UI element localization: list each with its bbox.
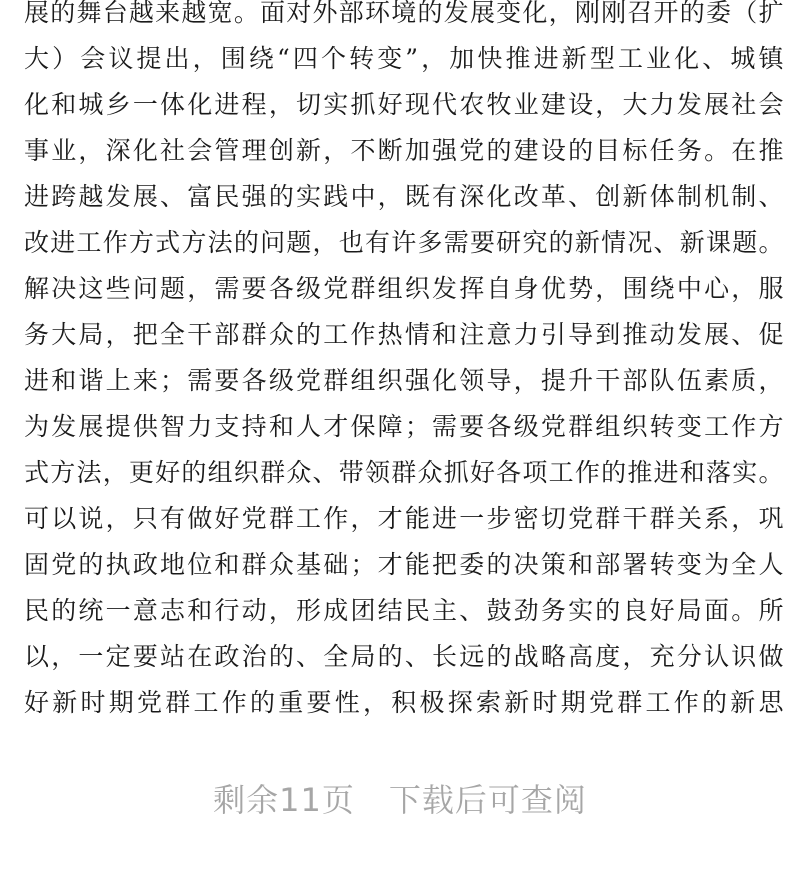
text-line: 进跨越发展、富民强的实践中，既有深化改革、创新体制机制、: [24, 182, 784, 211]
text-line: 固党的执政地位和群众基础；才能把委的决策和部署转变为全人: [24, 550, 784, 579]
text-line: 化和城乡一体化进程，切实抓好现代农牧业建设，大力发展社会: [24, 90, 784, 119]
text-line: 可以说，只有做好党群工作，才能进一步密切党群干群关系，巩: [24, 504, 784, 533]
text-line: 进和谐上来；需要各级党群组织强化领导，提升干部队伍素质，: [24, 366, 784, 395]
download-action-label: 下载后可查阅: [388, 781, 587, 819]
text-line: 务大局，把全干部群众的工作热情和注意力引导到推动发展、促: [24, 320, 784, 349]
text-line: 好新时期党群工作的重要性，积极探索新时期党群工作的新思: [24, 688, 784, 717]
text-line: 为发展提供智力支持和人才保障；需要各级党群组织转变工作方: [24, 412, 784, 441]
text-line: 以，一定要站在政治的、全局的、长远的战略高度，充分认识做: [24, 642, 784, 671]
download-to-read-button[interactable]: [0, 770, 800, 826]
text-line: 改进工作方式方法的问题，也有许多需要研究的新情况、新课题。: [24, 228, 784, 257]
remaining-pages-label: 剩余11页: [213, 781, 355, 819]
text-line: 民的统一意志和行动，形成团结民主、鼓劲务实的良好局面。所: [24, 596, 784, 625]
text-line: 大）会议提出，围绕“四个转变”，加快推进新型工业化、城镇: [24, 44, 784, 73]
text-line: 事业，深化社会管理创新，不断加强党的建设的目标任务。在推: [24, 136, 784, 165]
text-line: 展的舞台越来越宽。面对外部环境的发展变化，刚刚召开的委（扩: [24, 0, 784, 27]
document-text-body: [24, 0, 784, 726]
text-line: 式方法，更好的组织群众、带领群众抓好各项工作的推进和落实。: [24, 458, 784, 487]
text-line: 解决这些问题，需要各级党群组织发挥自身优势，围绕中心，服: [24, 274, 784, 303]
